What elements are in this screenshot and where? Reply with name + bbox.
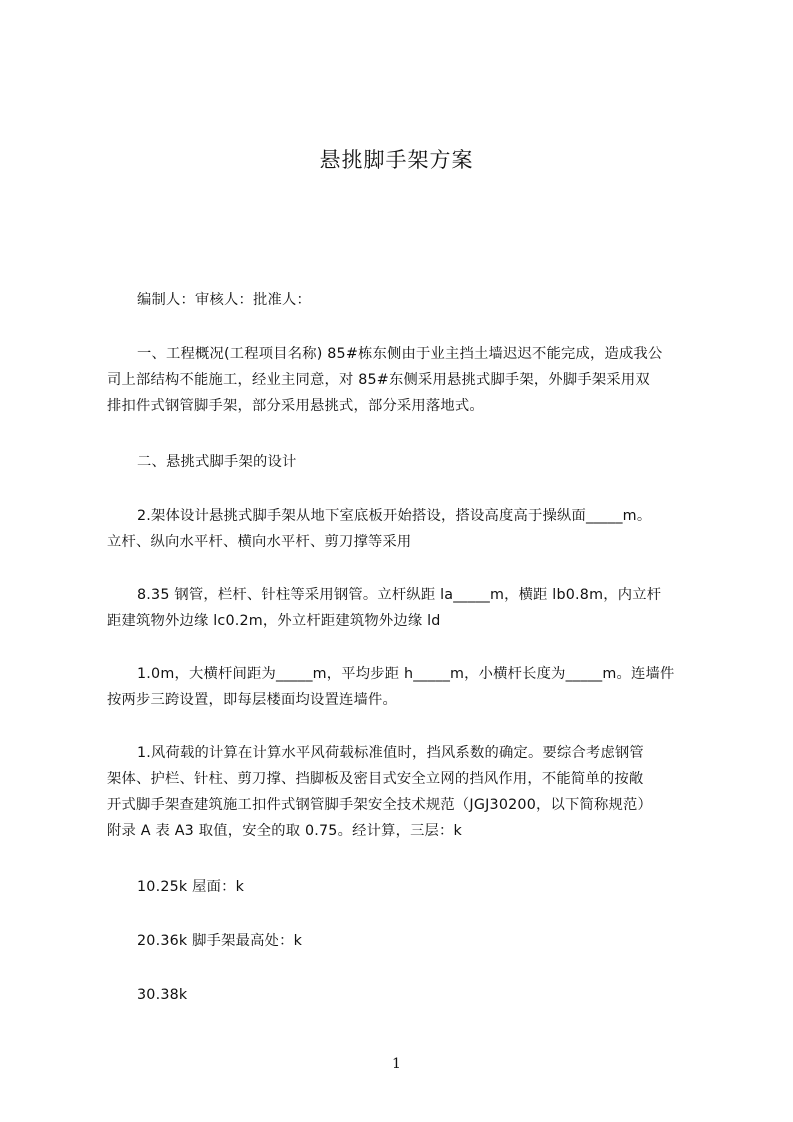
signature-text: 编制人：审核人：批准人： [137, 292, 311, 308]
paragraph-line: 8.35 钢管，栏杆、针柱等采用钢管。立杆纵距 la_____m，横距 lb0.8m，内立杆 [137, 587, 662, 603]
paragraph-steel-pipe [107, 582, 705, 634]
paragraph-frame-design [107, 503, 705, 555]
paragraph-line: 附录 A 表 A3 取值，安全的取 0.75。经计算，三层：k [107, 823, 463, 839]
page-number: 1 [392, 1056, 401, 1072]
paragraph-wind-load [107, 740, 705, 844]
paragraph-line: 1.风荷载的计算在计算水平风荷载标准值时，挡风系数的确定。要综合考虑钢管 [137, 745, 644, 761]
overview-line: 一、工程概况(工程项目名称) 85#栋东侧由于业主挡土墙迟迟不能完成，造成我公 [137, 346, 663, 362]
k-value-line: 30.38k [137, 987, 188, 1003]
document-title: 悬挑脚手架方案 [319, 148, 474, 172]
paragraph-line: 2.架体设计悬挑式脚手架从地下室底板开始搭设，搭设高度高于操纵面_____m。 [137, 508, 652, 524]
paragraph-line: 架体、护栏、针柱、剪刀撑、挡脚板及密目式安全立网的挡风作用，不能简单的按敞 [107, 771, 644, 787]
paragraph-line: 开式脚手架查建筑施工扣件式钢管脚手架安全技术规范（JGJ30200，以下简称规范） [107, 797, 652, 813]
k-value-line: 20.36k 脚手架最高处：k [137, 933, 303, 949]
paragraph-k-value-1 [107, 874, 705, 900]
overview-line: 排扣件式钢管脚手架，部分采用悬挑式，部分采用落地式。 [107, 398, 484, 414]
paragraph-line: 1.0m，大横杆间距为_____m，平均步距 h_____m，小横杆长度为_____m。连墙件 [137, 666, 675, 682]
section-design-heading [107, 449, 705, 475]
overview-line: 司上部结构不能施工，经业主同意，对 85#东侧采用悬挑式脚手架，外脚手架采用双 [107, 372, 650, 388]
section-project-overview [107, 341, 705, 419]
k-value-line: 10.25k 屋面：k [137, 879, 245, 895]
paragraph-spacing [107, 661, 705, 713]
paragraph-line: 立杆、纵向水平杆、横向水平杆、剪刀撑等采用 [107, 534, 412, 550]
paragraph-line: 距建筑物外边缘 lc0.2m，外立杆距建筑物外边缘 ld [107, 613, 441, 629]
paragraph-k-value-2 [107, 928, 705, 954]
paragraph-line: 按两步三跨设置，即每层楼面均设置连墙件。 [107, 692, 397, 708]
signature-line [107, 287, 705, 313]
paragraph-k-value-3 [107, 982, 705, 1008]
section-heading: 二、悬挑式脚手架的设计 [137, 454, 297, 470]
